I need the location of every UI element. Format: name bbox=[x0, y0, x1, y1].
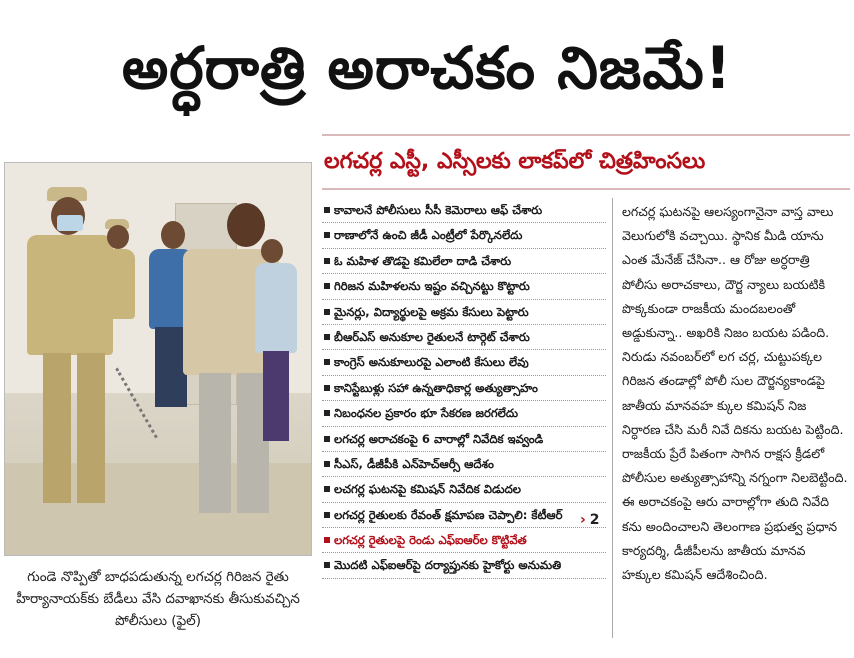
column-divider bbox=[612, 198, 613, 638]
bullet-item: రాణాలోనే ఉంచి జీడీ ఎంట్రీలో పేర్కొనలేదు bbox=[322, 223, 606, 248]
article-body: లగచర్ల ఘటనపై ఆలస్యంగానైనా వాస్త వాలు వెలుగులోకి వచ్చాయి. స్థానిక మీడి యాను ఎంత మేనేజ్ చేసినా.. ఆ రోజు అర్ధరాత్రి పోలీసు అరాచకాలు, దౌర్జ న్యాలు బయటికి పొక్కకుండా రాజకీయ మందబలంతో అడ్డుకున్నా.. అఖరికి నిజం బయట పడింది. నిరుడు నవంబర్‌లో లగ చర్ల, చుట్టుపక్కల గిరిజన తండాల్లో పోలీ సుల దౌర్జన్యకాండపై జాతీయ మానవహ క్కుల కమిషన్ నిజ నిర్ధారణ చేసి మరీ నివే దికను బయట పెట్టింది. రాజకీయ ప్రేరే పితంగా సాగిన రాక్షస క్రీడలో పోలీసుల అత్యుత్సాహాన్ని నగ్నంగా నిలబెట్టింది. ఈ అరాచకంపై ఆరు వారాల్లోగా తుది నివేది కను అందించాలని తెలంగాణ ప్రభుత్వ ప్రధాన కార్యదర్శి, డీజీపీలను జాతీయ మానవ హక్కుల కమిషన్ ఆదేశించింది. bbox=[622, 204, 848, 583]
bullet-square-icon bbox=[324, 207, 330, 213]
bullet-square-icon bbox=[324, 258, 330, 264]
photo-caption: గుండె నొప్పితో బాధపడుతున్న లగచర్ల గిరిజన రైతు హీర్యానాయక్‌కు బేడీలు వేసి దవాఖానకు తీసుకువచ్చిన పోలీసులు (ఫైల్) bbox=[16, 569, 300, 629]
page-reference-number: 2 bbox=[589, 512, 600, 528]
bullet-item: లచగర్ల ఘటనపై కమిషన్ నివేదిక విడుదల bbox=[322, 477, 606, 502]
bullet-square-icon bbox=[324, 486, 330, 492]
bullet-item: సీఎస్, డీజీపీకి ఎన్‌హెచ్‌ఆర్సీ ఆదేశం bbox=[322, 452, 606, 477]
bullet-item: లగచర్ల అరాచకంపై 6 వారాల్లో నివేదిక ఇవ్వండి bbox=[322, 427, 606, 452]
bullet-square-icon bbox=[324, 359, 330, 365]
bullet-item: ఓ మహిళ తొడపై కమిలేలా దాడి చేశారు bbox=[322, 249, 606, 274]
bullet-list bbox=[322, 198, 606, 579]
page-reference[interactable] bbox=[580, 512, 600, 528]
bullet-square-icon bbox=[324, 461, 330, 467]
bullet-item: మొదటి ఎఫ్ఐఆర్‌పై దర్యాప్తునకు హైకోర్టు అనుమతి bbox=[322, 553, 606, 578]
bullet-item: మైనర్లు, విద్యార్థులపై అక్రమ కేసులు పెట్టారు bbox=[322, 300, 606, 325]
chevron-right-icon: › bbox=[580, 512, 586, 528]
bullet-square-icon bbox=[324, 512, 330, 518]
bullet-square-icon bbox=[324, 283, 330, 289]
bullet-square-icon bbox=[324, 334, 330, 340]
bullet-square-icon bbox=[324, 309, 330, 315]
bullet-item: లగచర్ల రైతులకు రేవంత్ క్షమాపణ చెప్పాలి: కేటీఆర్ bbox=[322, 503, 606, 528]
bullet-item-highlight: లగచర్ల రైతులపై రెండు ఎఫ్ఐఆర్‌ల కొట్టివేత bbox=[322, 528, 606, 553]
headline: అర్ధరాత్రి అరాచకం నిజమే! bbox=[121, 34, 733, 102]
bullet-item: నిబంధనల ప్రకారం భూ సేకరణ జరగలేదు bbox=[322, 401, 606, 426]
bullet-square-icon bbox=[324, 232, 330, 238]
bullet-item: కాంగ్రెస్ అనుకూలురపై ఎలాంటి కేసులు లేవు bbox=[322, 350, 606, 375]
bullet-square-icon bbox=[324, 537, 330, 543]
bullet-item: గిరిజన మహిళలను ఇష్టం వచ్చినట్టు కొట్టారు bbox=[322, 274, 606, 299]
bullet-item: కానిస్టేబుళ్లు సహా ఉన్నతాధికార్ల అత్యుత్సాహం bbox=[322, 376, 606, 401]
bullet-item: బీఆర్ఎస్ అనుకూల రైతులనే టార్గెట్ చేశారు bbox=[322, 325, 606, 350]
subheadline-top-rule bbox=[322, 134, 850, 136]
bullet-square-icon bbox=[324, 562, 330, 568]
bullet-item: కావాలనే పోలీసులు సీసీ కెమెరాలు ఆఫ్ చేశారు bbox=[322, 198, 606, 223]
subheadline-bottom-rule bbox=[322, 188, 850, 190]
bullet-square-icon bbox=[324, 436, 330, 442]
bullet-square-icon bbox=[324, 385, 330, 391]
bullet-square-icon bbox=[324, 410, 330, 416]
subheadline: లగచర్ల ఎస్టీ, ఎస్సీలకు లాకప్‌లో చిత్రహింసలు bbox=[324, 149, 706, 174]
news-photo bbox=[4, 162, 312, 556]
